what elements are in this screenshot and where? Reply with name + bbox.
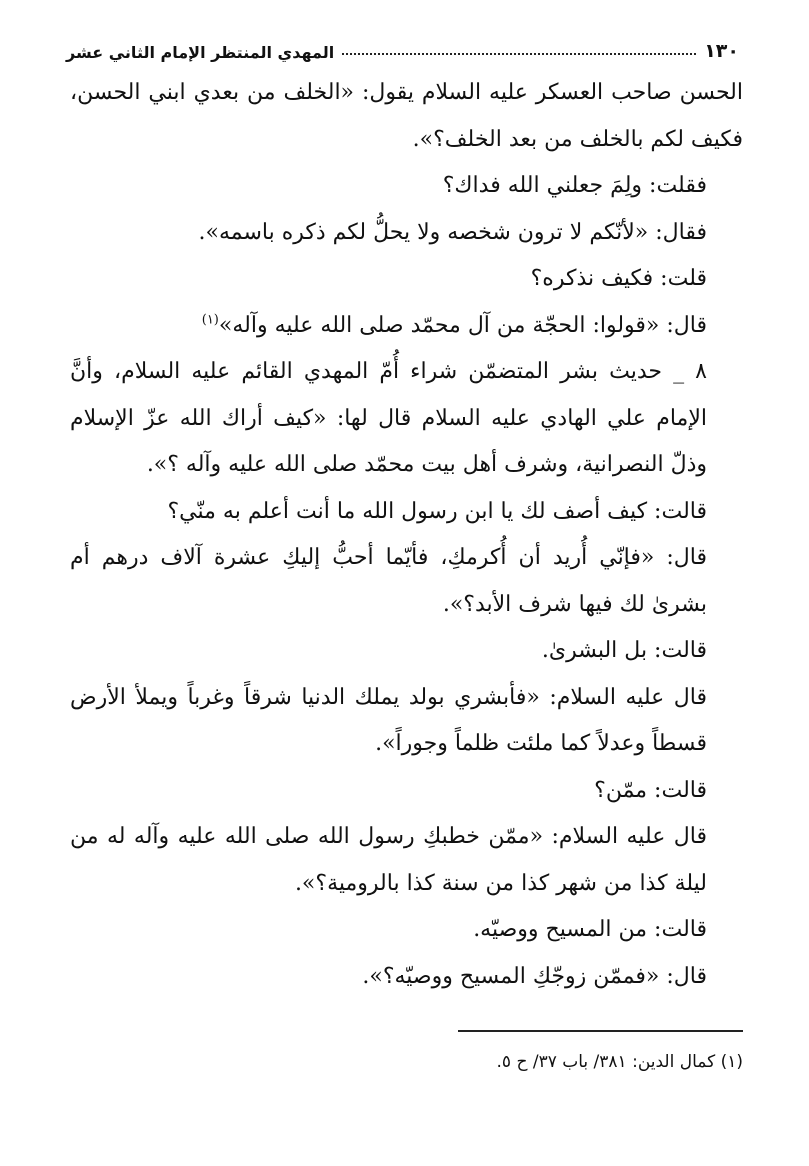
paragraph: فقلت: ولِمَ جعلني الله فداك؟ bbox=[442, 173, 707, 198]
paragraph: قلت: فكيف نذكره؟ bbox=[530, 266, 707, 291]
header-dotted-leader bbox=[342, 53, 696, 55]
paragraph: قالت: من المسيح ووصيّه. bbox=[473, 917, 707, 942]
paragraph: قالت: ممّن؟ bbox=[594, 777, 707, 803]
main-text bbox=[70, 70, 743, 1000]
paragraph-with-footnote bbox=[70, 303, 743, 350]
paragraph: ٨ _ حديث بشر المتضمّن شراء أُمّ المهدي القائم عليه السلام، وأنَّ الإمام علي الهادي عليه السلام قال لها: «كيف أراك الله عزّ الإسلام وذلّ النصرانية، وشرف أهل بيت محمّد صلى الله عليه وآله ؟». bbox=[70, 359, 707, 477]
paragraph: قال: «فإنّي أُريد أن أُكرمكِ، فأيّما أحبُّ إليكِ عشرة آلاف درهم أم بشرىٰ لك فيها شرف الأبد؟». bbox=[70, 545, 707, 617]
paragraph: فقال: «لأنّكم لا ترون شخصه ولا يحلُّ لكم ذكره باسمه». bbox=[198, 219, 707, 245]
footnote-marker[interactable]: (١) bbox=[201, 312, 219, 328]
paragraph: قال عليه السلام: «ممّن خطبكِ رسول الله صلى الله عليه وآله له من ليلة كذا من شهر كذا من سنة كذا بالرومية؟». bbox=[70, 824, 707, 896]
footnote-divider bbox=[458, 1030, 743, 1032]
footnote: (١) كمال الدين: ٣٨١/ باب ٣٧/ ح ٥. bbox=[496, 1052, 743, 1072]
paragraph: الحسن صاحب العسكر عليه السلام يقول: «الخلف من بعدي ابني الحسن، فكيف لكم بالخلف من بعد الخلف؟». bbox=[70, 80, 743, 152]
paragraph: قال عليه السلام: «فأبشري بولد يملك الدنيا شرقاً وغرباً ويملأ الأرض قسطاً وعدلاً كما ملئت ظلماً وجوراً». bbox=[70, 684, 707, 756]
page-header bbox=[66, 28, 739, 62]
paragraph: قال: «فممّن زوجّكِ المسيح ووصيّه؟». bbox=[362, 963, 707, 989]
running-title: المهدي المنتظر الإمام الثاني عشر bbox=[66, 43, 335, 62]
page-number: ١٣٠ bbox=[704, 40, 739, 62]
paragraph: قالت: كيف أصف لك يا ابن رسول الله ما أنت أعلم به منّي؟ bbox=[167, 498, 707, 524]
paragraph-text: قال: «قولوا: الحجّة من آل محمّد صلى الله عليه وآله» bbox=[218, 312, 707, 338]
paragraph: قالت: بل البشرىٰ. bbox=[541, 638, 707, 663]
